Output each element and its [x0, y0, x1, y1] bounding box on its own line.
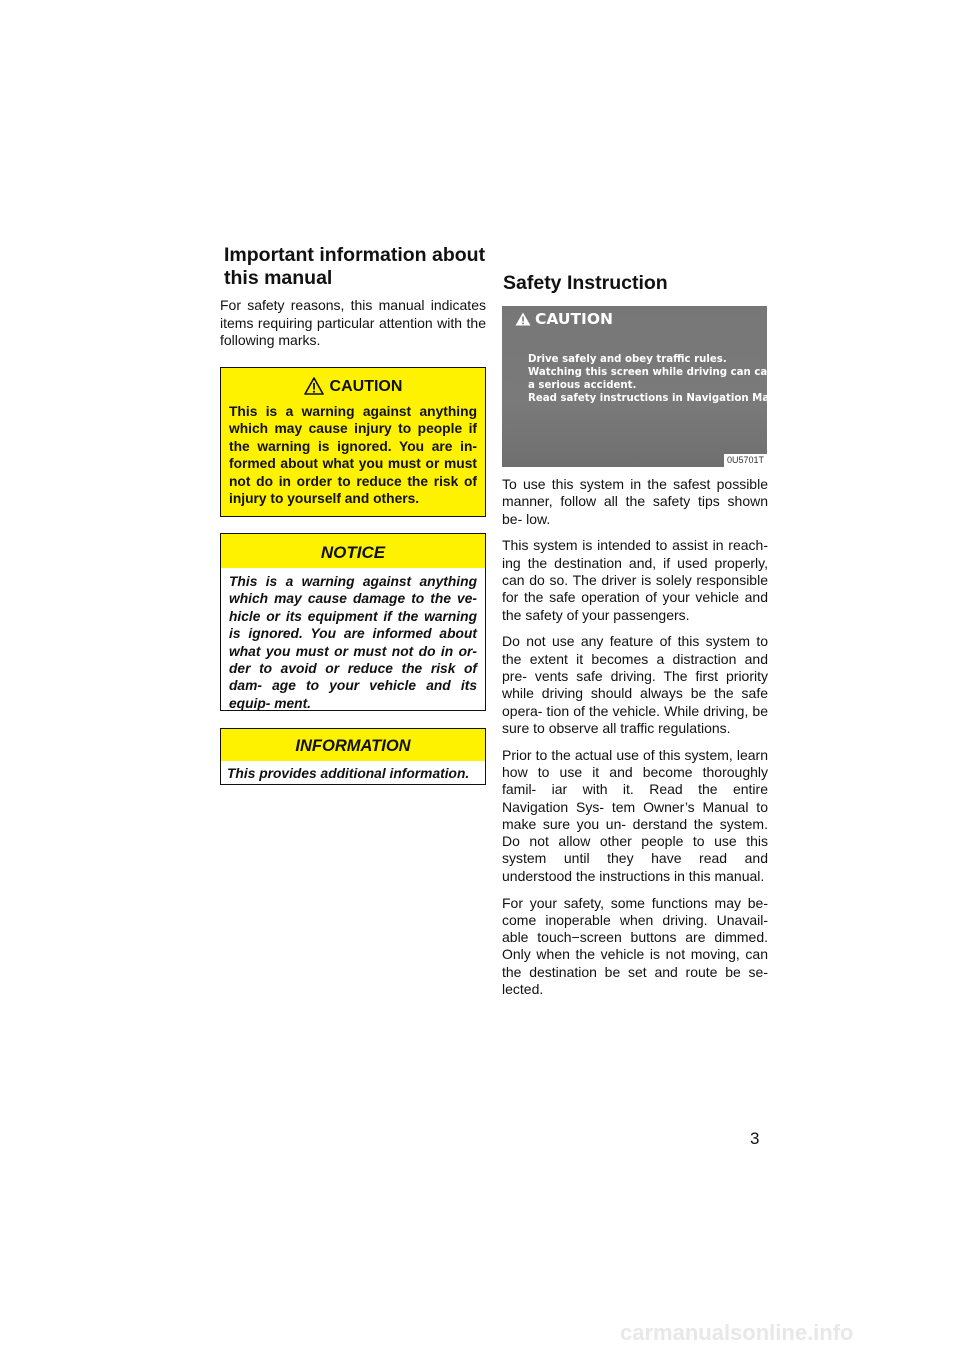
page-number: 3	[750, 1129, 760, 1148]
intro-paragraph: For safety reasons, this manual indicates items requiring particular attention with the following marks.	[220, 297, 486, 348]
warning-triangle-icon	[304, 377, 324, 395]
screen-caution-title-text: CAUTION	[535, 310, 613, 328]
caution-band	[221, 368, 485, 516]
safety-text	[502, 476, 768, 1008]
information-box	[220, 728, 486, 785]
heading-line-1: Important information about	[224, 244, 486, 266]
screen-line: a serious accident.	[528, 380, 637, 391]
figure-code: 0U5701T	[724, 454, 767, 467]
caution-title	[229, 376, 477, 398]
screen-caution-title	[515, 310, 613, 328]
screen-message	[528, 353, 798, 405]
heading-line-2: this manual	[224, 267, 333, 289]
notice-box	[220, 533, 486, 711]
safety-paragraph: To use this system in the safest possible manner, follow all the safety tips shown be- low.	[502, 476, 768, 527]
caution-title-text: CAUTION	[329, 378, 403, 395]
safety-paragraph: Do not use any feature of this system to the extent it becomes a distraction and pre- vents safe driving. The first priority while driving should always be the safe opera- tion of the vehicle. While driving, be sure to observe all traffic regulations.	[502, 633, 768, 736]
caution-body: This is a warning against anything which may cause injury to people if the warning is ignored. You are in- formed about what you must or must not do in order to reduce the risk of injury to yourself and others.	[229, 404, 477, 507]
screen-line: Read safety instructions in Navigation Manual.	[528, 393, 798, 404]
notice-body: This is a warning against anything which may cause damage to the ve- hicle or its equipment if the warning is ignored. You are informed about what you must or must not do in or- der to avoid or reduce the risk of dam- age to your vehicle and its equip- ment.	[229, 574, 477, 711]
section-heading-safety: Safety Instruction	[503, 272, 668, 294]
notice-title: NOTICE	[320, 543, 386, 562]
caution-screen-figure	[502, 306, 798, 467]
screen-line: Drive safely and obey traffic rules.	[528, 354, 727, 365]
safety-paragraph: Prior to the actual use of this system, learn how to use it and become thoroughly famil- iar with it. Read the entire Navigation Sys- tem Owner’s Manual to make sure you un- derstand the system. Do not allow other people to use this system until they have read and understood the instructions in this manual.	[502, 746, 768, 884]
notice-band	[221, 534, 485, 568]
safety-paragraph: This system is intended to assist in reach- ing the destination and, if used properly, can do so. The driver is solely responsible for the safe operation of your vehicle and the safety of your passengers.	[502, 537, 768, 623]
safety-paragraph: For your safety, some functions may be- come inoperable when driving. Unavail- able touch−screen buttons are dimmed. Only when the vehicle is not moving, can the destination be set and route be se- lected.	[502, 894, 768, 998]
caution-box	[220, 367, 486, 517]
information-body: This provides additional information.	[227, 766, 470, 781]
information-title: INFORMATION	[295, 737, 411, 755]
warning-triangle-icon	[515, 312, 531, 326]
section-heading-important-info	[224, 244, 494, 290]
screen-line: Watching this screen while driving can cause	[528, 367, 788, 378]
footer-watermark-link[interactable]: carmanualsonline.info	[620, 1320, 854, 1345]
information-band	[221, 729, 485, 761]
